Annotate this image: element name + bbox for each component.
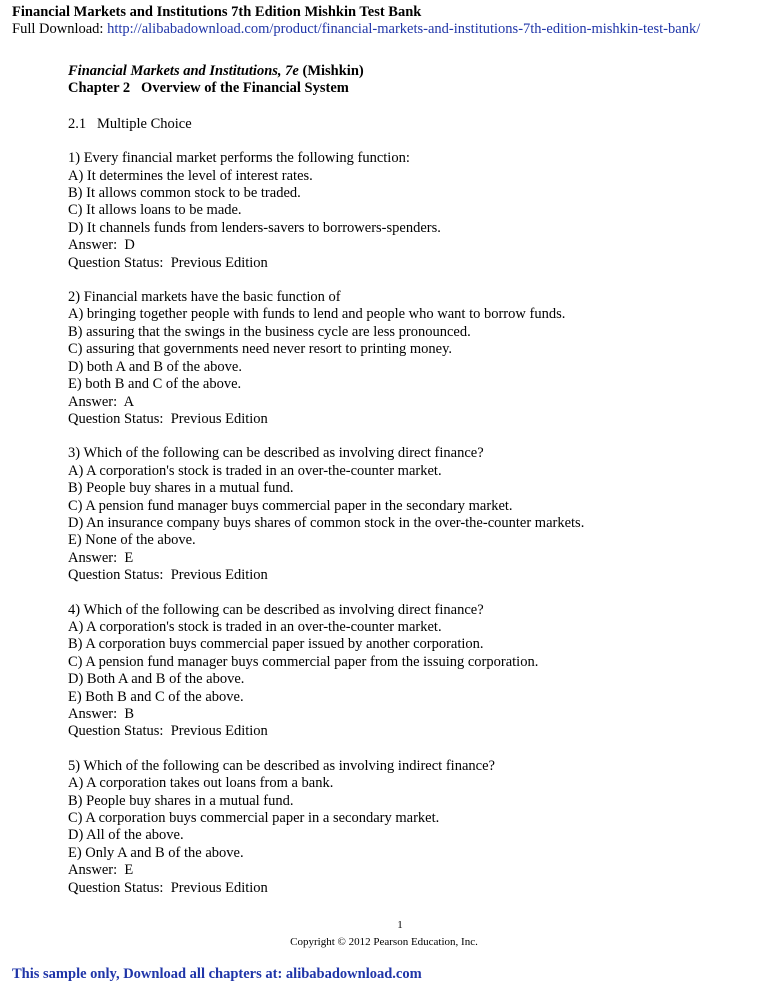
question-status: Question Status: Previous Edition [68,567,268,584]
answer-option: C) A corporation buys commercial paper in a secondary market. [68,810,440,827]
question-prompt: 4) Which of the following can be described as involving direct finance? [68,601,484,618]
answer-option: C) It allows loans to be made. [68,202,242,219]
bottom-banner-link[interactable]: This sample only, Download all chapters at: alibabadownload.com [12,966,422,982]
download-link[interactable]: http://alibabadownload.com/product/financial-markets-and-institutions-7th-edition-mishkin-test-bank/ [107,21,701,38]
question-prompt: 3) Which of the following can be described as involving direct finance? [68,445,484,462]
answer-option: A) bringing together people with funds to lend and people who want to borrow funds. [68,306,566,323]
answer-option: B) A corporation buys commercial paper issued by another corporation. [68,636,484,653]
answer-option: E) None of the above. [68,532,196,549]
question-prompt: 2) Financial markets have the basic function of [68,289,341,306]
answer-option: D) both A and B of the above. [68,358,242,375]
answer-option: A) A corporation's stock is traded in an over-the-counter market. [68,462,442,479]
question-block [68,445,748,584]
book-title-line [68,63,748,80]
top-banner [12,4,762,39]
answer-option: B) People buy shares in a mutual fund. [68,480,294,497]
question-status: Question Status: Previous Edition [68,879,268,896]
question-status: Question Status: Previous Edition [68,723,268,740]
answer-option: B) It allows common stock to be traded. [68,185,301,202]
page-number: 1 [397,919,403,931]
answer-option: E) both B and C of the above. [68,376,242,393]
answer-key: Answer: B [68,706,135,722]
answer-option: D) All of the above. [68,827,184,844]
chapter-title: Chapter 2 Overview of the Financial System [68,80,349,97]
answer-option: C) A pension fund manager buys commercial paper from the issuing corporation. [68,653,539,670]
answer-option: D) It channels funds from lenders-savers to borrowers-spenders. [68,219,441,236]
answer-option: A) A corporation takes out loans from a bank. [68,775,334,792]
answer-key: Answer: E [68,549,134,566]
question-status: Question Status: Previous Edition [68,410,268,427]
question-prompt: 1) Every financial market performs the following function: [68,150,410,167]
question-block [68,602,748,741]
answer-option: C) assuring that governments need never resort to printing money. [68,341,453,358]
question-block [68,758,748,897]
answer-option: A) It determines the level of interest rates. [68,167,313,184]
answer-key: Answer: E [68,862,134,879]
question-list [68,150,748,897]
book-author: (Mishkin) [298,63,364,79]
question-prompt: 5) Which of the following can be described as involving indirect finance? [68,757,495,774]
book-title: Financial Markets and Institutions, 7e [68,63,299,79]
answer-option: D) An insurance company buys shares of common stock in the over-the-counter markets. [68,514,585,531]
copyright-text: Copyright © 2012 Pearson Education, Inc. [290,936,478,948]
question-block [68,289,748,428]
answer-option: C) A pension fund manager buys commercial paper in the secondary market. [68,497,513,514]
page-footer [0,917,768,951]
document-body [68,63,748,897]
answer-key: Answer: D [68,237,135,254]
answer-option: E) Only A and B of the above. [68,844,244,861]
banner-title: Financial Markets and Institutions 7th Edition Mishkin Test Bank [12,4,422,20]
question-block [68,150,748,272]
answer-option: B) People buy shares in a mutual fund. [68,792,294,809]
download-label: Full Download: [12,21,108,38]
section-heading: 2.1 Multiple Choice [68,115,192,132]
answer-option: E) Both B and C of the above. [68,688,244,705]
download-line [12,21,762,38]
answer-key: Answer: A [68,393,135,410]
answer-option: A) A corporation's stock is traded in an over-the-counter market. [68,618,442,635]
answer-option: D) Both A and B of the above. [68,671,245,688]
answer-option: B) assuring that the swings in the business cycle are less pronounced. [68,323,471,340]
question-status: Question Status: Previous Edition [68,254,268,271]
